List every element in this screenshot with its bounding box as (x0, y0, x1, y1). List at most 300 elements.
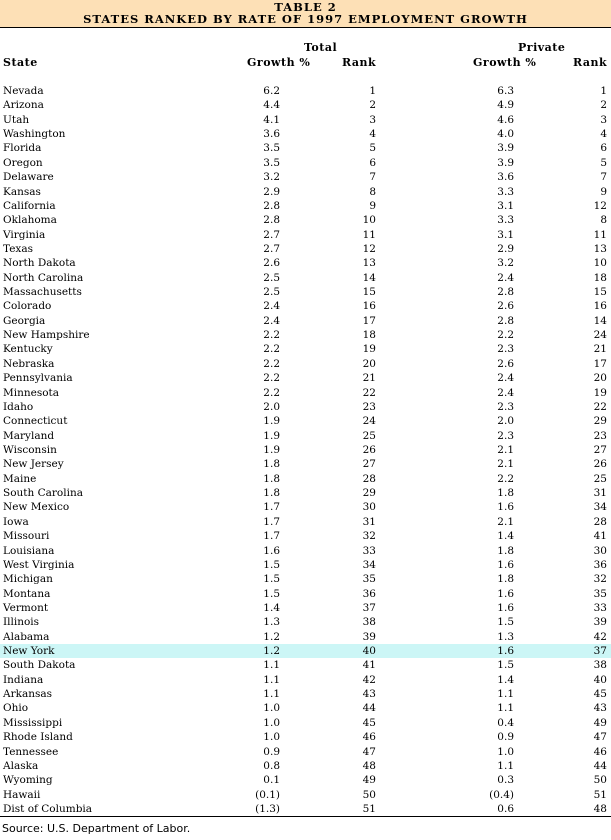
state-cell: Kentucky (3, 343, 53, 356)
private-rank-cell: 30 (593, 544, 607, 557)
state-cell: Nevada (3, 85, 44, 97)
private-rank-cell: 27 (593, 443, 607, 456)
private-rank-cell: 33 (593, 601, 607, 614)
private-growth-cell: 2.1 (497, 515, 514, 528)
table-row (0, 544, 611, 558)
total-growth-cell: 1.5 (263, 558, 280, 571)
private-growth-cell: 1.5 (497, 616, 514, 629)
private-rank-cell: 44 (593, 759, 607, 772)
total-growth-cell: 2.9 (263, 185, 280, 198)
state-cell: Texas (3, 242, 33, 255)
private-growth-cell: 2.0 (497, 415, 514, 428)
state-cell: Connecticut (3, 415, 68, 428)
private-rank-cell: 6 (600, 142, 607, 155)
private-rank-cell: 18 (593, 271, 607, 284)
table-title: STATES RANKED BY RATE OF 1997 EMPLOYMENT GROWTH (83, 12, 528, 26)
total-rank-cell: 13 (362, 257, 376, 270)
private-rank-cell: 17 (593, 357, 607, 370)
private-growth-cell: 1.0 (497, 745, 514, 758)
private-rank-cell: 50 (593, 774, 607, 787)
private-rank-cell: 42 (593, 630, 607, 643)
total-growth-cell: 1.9 (263, 429, 280, 442)
total-rank-cell: 9 (369, 199, 376, 212)
private-growth-cell: 0.6 (497, 802, 514, 815)
total-growth-cell: 2.2 (263, 372, 280, 385)
total-rank-cell: 35 (362, 573, 376, 586)
state-cell: Mississippi (3, 716, 63, 729)
state-cell: Florida (3, 142, 42, 155)
total-rank-cell: 31 (362, 515, 376, 528)
private-growth-cell: 4.6 (497, 113, 514, 126)
state-cell: Oklahoma (3, 214, 57, 227)
private-growth-cell: 1.8 (497, 544, 514, 557)
table-row (0, 730, 611, 744)
private-growth-cell: 1.1 (497, 688, 514, 701)
private-rank-cell: 41 (593, 530, 607, 543)
private-growth-cell: 0.9 (497, 731, 514, 744)
total-rank-cell: 22 (362, 386, 376, 399)
private-rank-cell: 26 (593, 458, 607, 471)
table-row (0, 515, 611, 529)
total-growth-cell: 2.4 (263, 314, 280, 327)
total-growth-cell: 2.5 (263, 271, 280, 284)
total-growth-cell: 2.2 (263, 386, 280, 399)
private-growth-cell: (0.4) (489, 788, 514, 801)
total-rank-cell: 43 (362, 688, 376, 701)
private-rank-cell: 34 (593, 501, 607, 514)
private-rank-cell: 9 (600, 185, 607, 198)
table-row (0, 759, 611, 773)
private-rank-cell: 47 (593, 731, 607, 744)
total-rank-cell: 26 (362, 443, 376, 456)
private-rank-cell: 45 (593, 688, 607, 701)
state-cell: Vermont (3, 601, 49, 614)
private-growth-cell: 2.6 (497, 300, 514, 313)
total-growth-cell: 1.6 (263, 544, 280, 557)
total-growth-cell: 2.2 (263, 343, 280, 356)
state-cell: Wisconsin (3, 443, 57, 456)
total-rank-cell: 33 (362, 544, 376, 557)
state-cell: Virginia (3, 228, 46, 241)
table-row (0, 601, 611, 615)
table-row (0, 371, 611, 385)
table-row (0, 443, 611, 457)
state-cell: Maryland (3, 429, 55, 442)
table-row (0, 141, 611, 155)
table-row (0, 271, 611, 285)
table-row (0, 457, 611, 471)
total-rank-cell: 39 (362, 630, 376, 643)
column-header-total-rank: Rank (342, 56, 377, 69)
total-rank-cell: 4 (369, 128, 376, 141)
table-row (0, 170, 611, 184)
total-rank-cell: 37 (362, 601, 376, 614)
state-cell: Massachusetts (3, 286, 82, 299)
private-growth-cell: 0.4 (497, 716, 514, 729)
table-row (0, 615, 611, 629)
private-rank-cell: 46 (593, 745, 607, 758)
table-body (0, 84, 611, 816)
total-rank-cell: 11 (362, 228, 376, 241)
table-row (0, 127, 611, 141)
total-rank-cell: 36 (362, 587, 376, 600)
table-row (0, 342, 611, 356)
total-growth-cell: 1.2 (263, 645, 280, 658)
private-growth-cell: 1.4 (497, 673, 514, 686)
state-cell: South Dakota (3, 659, 76, 672)
total-growth-cell: 0.8 (263, 759, 280, 772)
state-cell: South Carolina (3, 487, 83, 500)
total-rank-cell: 16 (362, 300, 376, 313)
state-cell: Minnesota (3, 386, 60, 399)
table-title-band (0, 0, 611, 27)
private-rank-cell: 10 (593, 257, 607, 270)
total-growth-cell: 1.8 (263, 487, 280, 500)
total-growth-cell: 3.5 (263, 142, 280, 155)
state-cell: New Jersey (3, 458, 64, 471)
table-row (0, 400, 611, 414)
total-rank-cell: 47 (362, 745, 376, 758)
private-growth-cell: 1.6 (497, 645, 514, 658)
total-growth-cell: 2.8 (263, 214, 280, 227)
total-rank-cell: 14 (362, 271, 376, 284)
private-rank-cell: 21 (593, 343, 607, 356)
state-cell: Hawaii (3, 788, 41, 801)
private-rank-cell: 43 (593, 702, 607, 715)
total-growth-cell: 2.2 (263, 357, 280, 370)
total-rank-cell: 1 (369, 85, 376, 97)
total-rank-cell: 40 (362, 645, 376, 658)
total-rank-cell: 6 (369, 156, 376, 169)
total-growth-cell: 1.3 (263, 616, 280, 629)
private-growth-cell: 2.2 (497, 329, 514, 342)
table-row (0, 472, 611, 486)
table-row (0, 486, 611, 500)
total-rank-cell: 20 (362, 357, 376, 370)
total-growth-cell: 4.4 (263, 99, 280, 112)
total-rank-cell: 28 (362, 472, 376, 485)
group-header-private: Private (518, 41, 566, 54)
private-growth-cell: 2.8 (497, 314, 514, 327)
table-row (0, 630, 611, 644)
state-cell: Idaho (3, 400, 34, 413)
total-rank-cell: 30 (362, 501, 376, 514)
state-cell: Wyoming (3, 774, 53, 787)
column-header-total-growth: Growth % (247, 56, 311, 69)
private-rank-cell: 19 (593, 386, 607, 399)
total-growth-cell: 0.1 (263, 774, 280, 787)
private-rank-cell: 35 (593, 587, 607, 600)
total-growth-cell: 2.8 (263, 199, 280, 212)
private-growth-cell: 1.8 (497, 487, 514, 500)
state-cell: Tennessee (3, 745, 59, 758)
private-growth-cell: 1.3 (497, 630, 514, 643)
state-cell: Oregon (3, 156, 43, 169)
private-growth-cell: 4.9 (497, 99, 514, 112)
state-cell: Alabama (3, 630, 50, 643)
total-growth-cell: 2.5 (263, 286, 280, 299)
table-row (0, 242, 611, 256)
private-rank-cell: 39 (593, 616, 607, 629)
total-growth-cell: (1.3) (255, 802, 280, 815)
total-rank-cell: 5 (369, 142, 376, 155)
total-growth-cell: 1.9 (263, 443, 280, 456)
table-row (0, 199, 611, 213)
table-row (0, 314, 611, 328)
private-rank-cell: 38 (593, 659, 607, 672)
total-growth-cell: 1.8 (263, 472, 280, 485)
private-growth-cell: 3.6 (497, 171, 514, 184)
state-cell: Nebraska (3, 357, 55, 370)
private-growth-cell: 3.1 (497, 199, 514, 212)
table-row (0, 687, 611, 701)
table-row (0, 98, 611, 112)
group-header-total: Total (304, 41, 338, 54)
private-rank-cell: 11 (593, 228, 607, 241)
table-row (0, 500, 611, 514)
private-growth-cell: 1.6 (497, 501, 514, 514)
table-row (0, 673, 611, 687)
table-row (0, 285, 611, 299)
table-row (0, 802, 611, 816)
private-growth-cell: 3.3 (497, 214, 514, 227)
private-rank-cell: 51 (593, 788, 607, 801)
private-growth-cell: 2.8 (497, 286, 514, 299)
total-growth-cell: 1.7 (263, 515, 280, 528)
private-rank-cell: 4 (600, 128, 607, 141)
private-growth-cell: 2.1 (497, 458, 514, 471)
private-growth-cell: 2.3 (497, 400, 514, 413)
state-cell: Montana (3, 587, 51, 600)
private-rank-cell: 24 (593, 329, 607, 342)
table-row (0, 701, 611, 715)
table-row (0, 213, 611, 227)
title-rule (0, 27, 611, 28)
table-row (0, 788, 611, 802)
private-rank-cell: 22 (593, 400, 607, 413)
private-rank-cell: 23 (593, 429, 607, 442)
total-growth-cell: 1.1 (263, 688, 280, 701)
table-number: TABLE 2 (274, 0, 337, 14)
table-row (0, 429, 611, 443)
state-cell: Iowa (3, 515, 29, 528)
state-cell: Illinois (3, 616, 40, 629)
private-rank-cell: 48 (593, 802, 607, 815)
table-row (0, 414, 611, 428)
total-rank-cell: 46 (362, 731, 376, 744)
total-growth-cell: 6.2 (263, 85, 280, 97)
total-rank-cell: 48 (362, 759, 376, 772)
private-rank-cell: 40 (593, 673, 607, 686)
table-row (0, 658, 611, 672)
table-row (0, 328, 611, 342)
private-growth-cell: 1.6 (497, 587, 514, 600)
total-rank-cell: 23 (362, 400, 376, 413)
state-cell: Georgia (3, 314, 46, 327)
column-header-private-rank: Rank (573, 56, 608, 69)
total-rank-cell: 32 (362, 530, 376, 543)
total-rank-cell: 45 (362, 716, 376, 729)
total-rank-cell: 7 (369, 171, 376, 184)
private-growth-cell: 2.1 (497, 443, 514, 456)
private-rank-cell: 12 (593, 199, 607, 212)
total-rank-cell: 27 (362, 458, 376, 471)
private-rank-cell: 2 (600, 99, 607, 112)
private-rank-cell: 32 (593, 573, 607, 586)
total-rank-cell: 12 (362, 242, 376, 255)
total-growth-cell: (0.1) (255, 788, 280, 801)
private-rank-cell: 15 (593, 286, 607, 299)
state-cell: North Dakota (3, 257, 76, 270)
total-growth-cell: 3.5 (263, 156, 280, 169)
private-rank-cell: 1 (600, 85, 607, 97)
private-growth-cell: 3.2 (497, 257, 514, 270)
table-row (0, 156, 611, 170)
private-growth-cell: 1.1 (497, 702, 514, 715)
private-growth-cell: 1.6 (497, 558, 514, 571)
total-growth-cell: 2.4 (263, 300, 280, 313)
private-growth-cell: 3.9 (497, 142, 514, 155)
total-growth-cell: 1.9 (263, 415, 280, 428)
private-growth-cell: 2.4 (497, 271, 514, 284)
total-growth-cell: 2.6 (263, 257, 280, 270)
total-rank-cell: 24 (362, 415, 376, 428)
total-rank-cell: 49 (362, 774, 376, 787)
total-growth-cell: 2.7 (263, 228, 280, 241)
state-cell: Arizona (3, 99, 44, 112)
total-rank-cell: 41 (362, 659, 376, 672)
table-row (0, 529, 611, 543)
total-growth-cell: 1.7 (263, 530, 280, 543)
total-rank-cell: 18 (362, 329, 376, 342)
private-rank-cell: 16 (593, 300, 607, 313)
state-cell: Utah (3, 113, 30, 126)
private-rank-cell: 37 (593, 645, 607, 658)
total-rank-cell: 15 (362, 286, 376, 299)
state-cell: New York (3, 645, 55, 658)
total-growth-cell: 1.1 (263, 673, 280, 686)
column-header-private-growth: Growth % (473, 56, 537, 69)
private-rank-cell: 31 (593, 487, 607, 500)
total-growth-cell: 1.7 (263, 501, 280, 514)
total-rank-cell: 38 (362, 616, 376, 629)
private-rank-cell: 3 (600, 113, 607, 126)
total-growth-cell: 3.6 (263, 128, 280, 141)
private-growth-cell: 1.4 (497, 530, 514, 543)
private-rank-cell: 36 (593, 558, 607, 571)
footer-rule (0, 816, 611, 817)
state-cell: Indiana (3, 673, 44, 686)
total-growth-cell: 1.4 (263, 601, 280, 614)
private-growth-cell: 1.6 (497, 601, 514, 614)
private-growth-cell: 4.0 (497, 128, 514, 141)
table-row (0, 357, 611, 371)
state-cell: Arkansas (3, 688, 53, 701)
total-rank-cell: 44 (362, 702, 376, 715)
source-note: Source: U.S. Department of Labor. (2, 822, 191, 835)
total-rank-cell: 10 (362, 214, 376, 227)
private-rank-cell: 5 (600, 156, 607, 169)
total-growth-cell: 1.1 (263, 659, 280, 672)
private-rank-cell: 8 (600, 214, 607, 227)
private-rank-cell: 20 (593, 372, 607, 385)
private-growth-cell: 2.3 (497, 343, 514, 356)
column-header-state: State (3, 56, 38, 69)
state-cell: Louisiana (3, 544, 55, 557)
state-cell: Alaska (3, 759, 39, 772)
total-rank-cell: 8 (369, 185, 376, 198)
state-cell: Missouri (3, 530, 50, 543)
total-growth-cell: 4.1 (263, 113, 280, 126)
private-growth-cell: 2.9 (497, 242, 514, 255)
total-growth-cell: 1.8 (263, 458, 280, 471)
private-growth-cell: 1.5 (497, 659, 514, 672)
state-cell: Maine (3, 472, 37, 485)
table-row (0, 773, 611, 787)
private-growth-cell: 2.3 (497, 429, 514, 442)
private-rank-cell: 49 (593, 716, 607, 729)
total-growth-cell: 1.0 (263, 731, 280, 744)
total-rank-cell: 3 (369, 113, 376, 126)
table-row (0, 745, 611, 759)
table-row (0, 113, 611, 127)
total-rank-cell: 29 (362, 487, 376, 500)
total-growth-cell: 1.5 (263, 573, 280, 586)
total-growth-cell: 0.9 (263, 745, 280, 758)
private-growth-cell: 1.8 (497, 573, 514, 586)
state-cell: West Virginia (3, 558, 75, 571)
total-rank-cell: 25 (362, 429, 376, 442)
total-growth-cell: 1.0 (263, 716, 280, 729)
total-growth-cell: 1.2 (263, 630, 280, 643)
table-row (0, 299, 611, 313)
state-cell: California (3, 199, 56, 212)
table-row (0, 558, 611, 572)
private-growth-cell: 1.1 (497, 759, 514, 772)
table-row (0, 228, 611, 242)
total-rank-cell: 50 (362, 788, 376, 801)
private-rank-cell: 14 (593, 314, 607, 327)
state-cell: Rhode Island (3, 731, 73, 744)
total-rank-cell: 42 (362, 673, 376, 686)
state-cell: Delaware (3, 171, 54, 184)
private-growth-cell: 2.2 (497, 472, 514, 485)
private-rank-cell: 25 (593, 472, 607, 485)
private-growth-cell: 3.3 (497, 185, 514, 198)
private-growth-cell: 2.6 (497, 357, 514, 370)
state-cell: Michigan (3, 573, 53, 586)
private-growth-cell: 6.3 (497, 85, 514, 97)
table-row (0, 256, 611, 270)
total-rank-cell: 2 (369, 99, 376, 112)
total-growth-cell: 2.2 (263, 329, 280, 342)
table-row (0, 644, 611, 658)
total-growth-cell: 2.0 (263, 400, 280, 413)
total-rank-cell: 21 (362, 372, 376, 385)
state-cell: New Mexico (3, 501, 70, 514)
table-row (0, 84, 611, 98)
total-rank-cell: 19 (362, 343, 376, 356)
table-row (0, 572, 611, 586)
state-cell: New Hampshire (3, 329, 90, 342)
private-growth-cell: 0.3 (497, 774, 514, 787)
state-cell: Ohio (3, 702, 29, 715)
total-growth-cell: 1.5 (263, 587, 280, 600)
total-growth-cell: 3.2 (263, 171, 280, 184)
private-growth-cell: 3.1 (497, 228, 514, 241)
state-cell: North Carolina (3, 271, 84, 284)
total-growth-cell: 1.0 (263, 702, 280, 715)
